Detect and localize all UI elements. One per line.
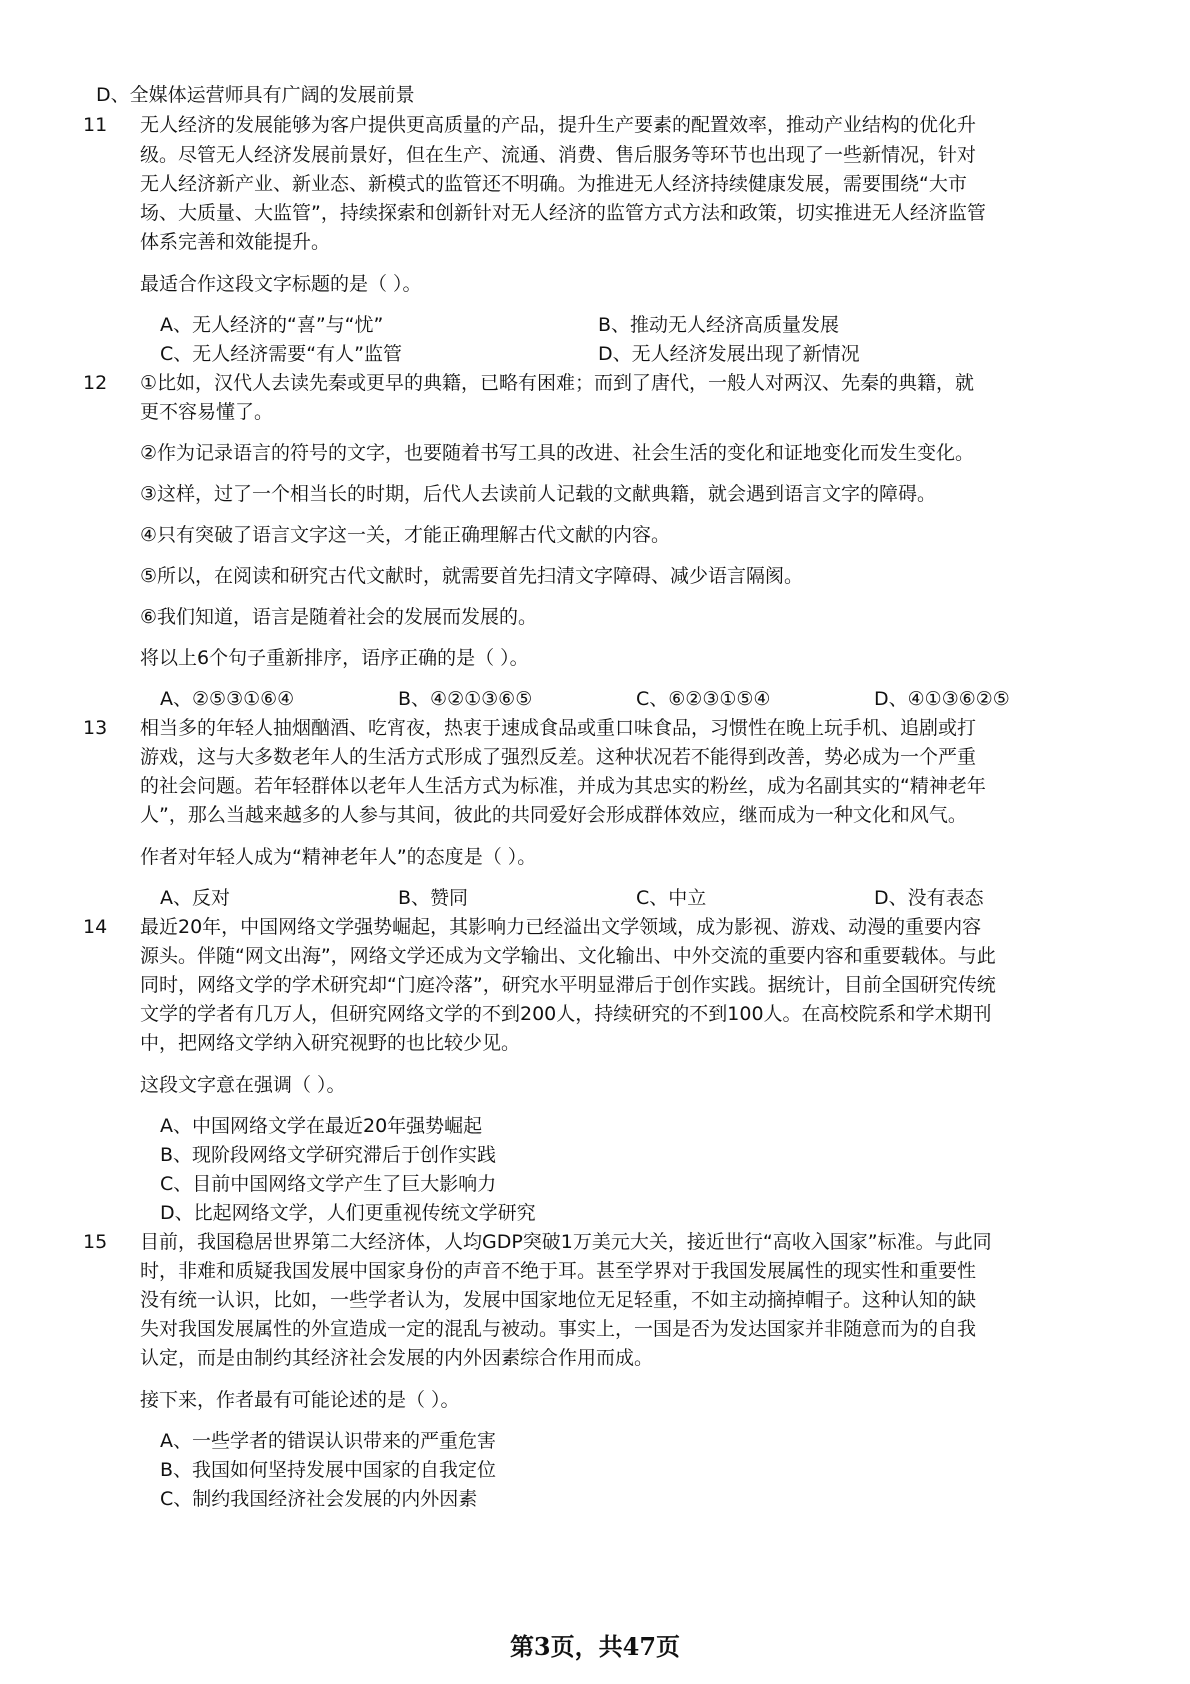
option-b: B、现阶段网络文学研究滞后于创作实践 — [160, 1144, 497, 1166]
passage-line: 的社会问题。若年轻群体以老年人生活方式为标准，并成为其忠实的粉丝，成为名副其实的“精神老年 — [140, 775, 986, 797]
option-d: D、比起网络文学，人们更重视传统文学研究 — [160, 1202, 536, 1224]
passage-line: 游戏，这与大多数老年人的生活方式形成了强烈反差。这种状况若不能得到改善，势必成为一个严重 — [140, 746, 977, 768]
option-c: C、制约我国经济社会发展的内外因素 — [160, 1488, 478, 1510]
option-b: B、赞同 — [398, 887, 469, 909]
prev-option-d: D、全媒体运营师具有广阔的发展前景 — [96, 84, 415, 106]
question-prompt: 最适合作这段文字标题的是（ ）。 — [140, 273, 422, 295]
option-d: D、没有表态 — [874, 887, 984, 909]
question-number: 14 — [83, 916, 108, 938]
passage-line: 源头。伴随“网文出海”，网络文学还成为文学输出、文化输出、中外交流的重要内容和重要载体。与此 — [140, 945, 996, 967]
passage-line: 目前，我国稳居世界第二大经济体，人均GDP突破1万美元大关，接近世行“高收入国家”标准。与此同 — [140, 1231, 992, 1253]
option-a: A、一些学者的错误认识带来的严重危害 — [160, 1430, 496, 1452]
passage-line: 体系完善和效能提升。 — [140, 231, 331, 253]
question-prompt: 将以上6个句子重新排序，语序正确的是（ ）。 — [140, 647, 529, 669]
passage-line: 同时，网络文学的学术研究却“门庭冷落”，研究水平明显滞后于创作实践。据统计，目前全国研究传统 — [140, 974, 996, 996]
question-number: 11 — [83, 114, 108, 136]
sentence-line: ⑥我们知道，语言是随着社会的发展而发展的。 — [140, 606, 538, 628]
page-footer: 第3页，共47页 — [509, 1632, 681, 1661]
passage-line: 相当多的年轻人抽烟酗酒、吃宵夜，热衷于速成食品或重口味食品，习惯性在晚上玩手机、追剧或打 — [140, 717, 977, 739]
option-d: D、无人经济发展出现了新情况 — [598, 343, 860, 365]
sentence-line: ①比如，汉代人去读先秦或更早的典籍，已略有困难；而到了唐代，一般人对两汉、先秦的典籍，就 — [140, 372, 975, 394]
option-a: A、②⑤③①⑥④ — [160, 688, 295, 710]
sentence-line: ③这样，过了一个相当长的时期，后代人去读前人记载的文献典籍，就会遇到语言文字的障碍。 — [140, 483, 937, 505]
option-c: C、中立 — [636, 887, 707, 909]
sentence-line: 更不容易懂了。 — [140, 401, 274, 423]
option-c: C、⑥②③①⑤④ — [636, 688, 771, 710]
passage-line: 文学的学者有几万人，但研究网络文学的不到200人，持续研究的不到100人。在高校院系和学术期刊 — [140, 1003, 992, 1025]
question-prompt: 作者对年轻人成为“精神老年人”的态度是（ ）。 — [140, 846, 537, 868]
passage-line: 中，把网络文学纳入研究视野的也比较少见。 — [140, 1032, 521, 1054]
passage-line: 失对我国发展属性的外宣造成一定的混乱与被动。事实上，一国是否为发达国家并非随意而为的自我 — [140, 1318, 977, 1340]
passage-line: 最近20年，中国网络文学强势崛起，其影响力已经溢出文学领域，成为影视、游戏、动漫的重要内容 — [140, 916, 982, 938]
option-a: A、反对 — [160, 887, 230, 909]
passage-line: 人”，那么当越来越多的人参与其间，彼此的共同爱好会形成群体效应，继而成为一种文化和风气。 — [140, 804, 967, 826]
passage-line: 无人经济新产业、新业态、新模式的监管还不明确。为推进无人经济持续健康发展，需要围绕“大市 — [140, 173, 967, 195]
option-b: B、推动无人经济高质量发展 — [598, 314, 840, 336]
option-b: B、④②①③⑥⑤ — [398, 688, 533, 710]
passage-line: 无人经济的发展能够为客户提供更高质量的产品，提升生产要素的配置效率，推动产业结构的优化升 — [140, 114, 977, 136]
passage-line: 认定，而是由制约其经济社会发展的内外因素综合作用而成。 — [140, 1347, 654, 1369]
sentence-line: ⑤所以，在阅读和研究古代文献时，就需要首先扫清文字障碍、减少语言隔阂。 — [140, 565, 804, 587]
option-c: C、目前中国网络文学产生了巨大影响力 — [160, 1173, 497, 1195]
question-number: 15 — [83, 1231, 108, 1253]
question-prompt: 这段文字意在强调（ ）。 — [140, 1074, 346, 1096]
sentence-line: ②作为记录语言的符号的文字，也要随着书写工具的改进、社会生活的变化和证地变化而发生变化。 — [140, 442, 975, 464]
option-a: A、中国网络文学在最近20年强势崛起 — [160, 1115, 483, 1137]
passage-line: 没有统一认识，比如，一些学者认为，发展中国家地位无足轻重，不如主动摘掉帽子。这种认知的缺 — [140, 1289, 977, 1311]
passage-line: 场、大质量、大监管”，持续探索和创新针对无人经济的监管方式方法和政策，切实推进无人经济监管 — [140, 202, 986, 224]
option-d: D、④①③⑥②⑤ — [874, 688, 1010, 710]
option-c: C、无人经济需要“有人”监管 — [160, 343, 402, 365]
passage-line: 时，非难和质疑我国发展中国家身份的声音不绝于耳。甚至学界对于我国发展属性的现实性和重要性 — [140, 1260, 977, 1282]
option-a: A、无人经济的“喜”与“忧” — [160, 314, 384, 336]
passage-line: 级。尽管无人经济发展前景好，但在生产、流通、消费、售后服务等环节也出现了一些新情况，针对 — [140, 144, 977, 166]
sentence-line: ④只有突破了语言文字这一关，才能正确理解古代文献的内容。 — [140, 524, 671, 546]
question-number: 13 — [83, 717, 108, 739]
question-prompt: 接下来，作者最有可能论述的是（ ）。 — [140, 1389, 460, 1411]
option-b: B、我国如何坚持发展中国家的自我定位 — [160, 1459, 497, 1481]
question-number: 12 — [83, 372, 108, 394]
